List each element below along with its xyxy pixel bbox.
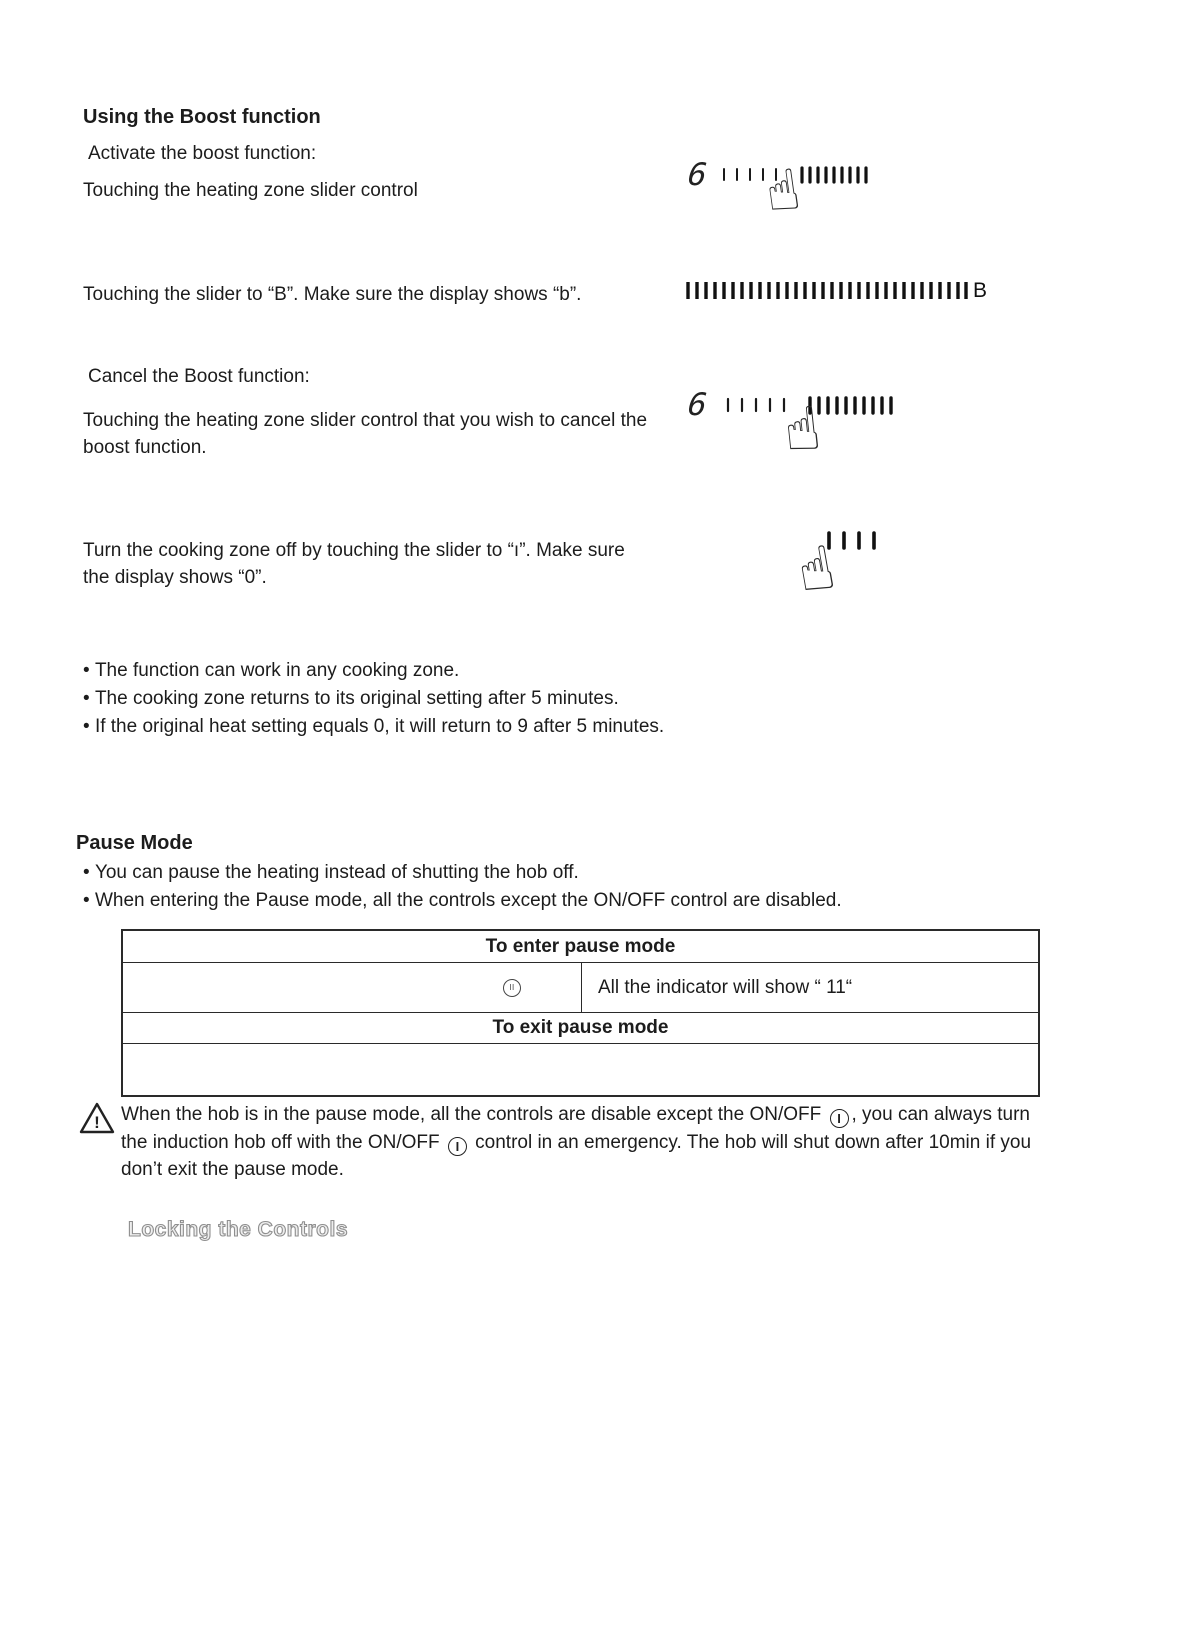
pause-button-glyph: II <box>509 983 515 992</box>
step-off-text: Turn the cooking zone off by touching the slider to “ı”. Make sure the display shows “0”. <box>83 540 625 588</box>
boost-activate-illustration <box>688 156 898 261</box>
pause-mode-table <box>121 929 1040 1097</box>
enter-pause-result-cell: All the indicator will show “ 11“ <box>598 976 853 998</box>
warning-text-part: When the hob is in the pause mode, all the controls are disable except the ON/OFF <box>121 1104 827 1125</box>
pause-bullets-list <box>83 859 842 915</box>
power-on-off-icon <box>830 1109 849 1128</box>
step-cancel-text: Touching the heating zone slider control that you wish to cancel the boost function. <box>83 410 648 458</box>
enter-pause-row <box>123 962 1038 1012</box>
slider-bars-icon <box>685 280 969 302</box>
pointing-hand-icon: ☝ <box>780 393 825 467</box>
pause-bullet: • You can pause the heating instead of shutting the hob off. <box>83 859 842 887</box>
slider-b-label: B <box>973 279 988 302</box>
boost-cancel-illustration <box>688 386 908 511</box>
boost-note: • The cooking zone returns to its original setting after 5 minutes. <box>83 685 664 713</box>
warning-exclamation-mark: ! <box>94 1113 100 1132</box>
activate-boost-heading: Activate the boost function: <box>88 143 317 164</box>
power-on-off-icon <box>448 1137 467 1156</box>
boost-note: • If the original heat setting equals 0, it will return to 9 after 5 minutes. <box>83 713 664 741</box>
enter-pause-header: To enter pause mode <box>485 935 676 957</box>
power-glyph: I <box>837 1111 841 1126</box>
power-glyph: I <box>455 1138 460 1154</box>
boost-slider-full-illustration <box>685 280 995 306</box>
enter-pause-action-cell <box>123 963 582 1012</box>
zone-off-illustration <box>792 524 918 639</box>
exit-pause-empty-row <box>123 1043 1038 1095</box>
pointing-hand-icon: ☝ <box>792 532 841 608</box>
pause-button-icon <box>503 979 521 997</box>
pause-warning-text <box>121 1101 1043 1184</box>
slider-ticks-icon <box>824 530 896 552</box>
warning-text-part: control in an emergency. The hob will shut down after 10min if you don’t exit the pause mode. <box>121 1131 1032 1180</box>
slider-ticks-icon <box>720 165 890 189</box>
cancel-boost-heading: Cancel the Boost function: <box>88 366 310 387</box>
pointing-hand-icon: ☝ <box>761 156 805 227</box>
boost-notes-list <box>83 657 664 741</box>
step-boost-b-text: Touching the slider to “B”. Make sure the display shows “b”. <box>83 284 582 305</box>
boost-note: • The function can work in any cooking zone. <box>83 657 664 685</box>
display-digit-6: 6 <box>686 157 709 193</box>
locking-controls-title: Locking the Controls <box>128 1218 348 1241</box>
warning-text-part: , you can always turn the induction hob off with the ON/OFF <box>121 1104 1030 1153</box>
pause-bullet: • When entering the Pause mode, all the controls except the ON/OFF control are disabled. <box>83 887 842 915</box>
warning-triangle-icon <box>78 1101 116 1135</box>
exit-pause-header: To exit pause mode <box>123 1012 1038 1043</box>
boost-section-title: Using the Boost function <box>83 106 321 128</box>
step-activate-text: Touching the heating zone slider control <box>83 180 418 201</box>
display-digit-6: 6 <box>686 387 709 423</box>
pause-section-title: Pause Mode <box>76 832 193 854</box>
